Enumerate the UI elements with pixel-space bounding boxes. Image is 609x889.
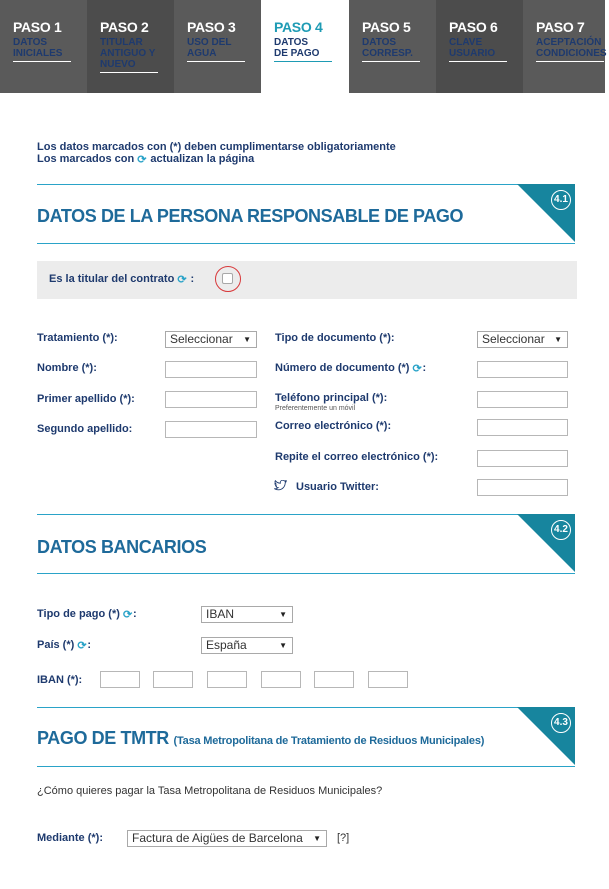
pais-text: País (*) [37,639,75,651]
step-label: TITULAR ANTIGUO Y NUEVO [100,37,158,73]
iban-label: IBAN (*): [37,674,83,686]
iban-input-3[interactable] [207,671,247,688]
steps-bar [0,0,609,93]
step-3[interactable] [174,0,261,93]
help-link[interactable]: [?] [337,832,350,844]
section-pago-tmtr [37,707,575,767]
step-4-active[interactable] [261,0,349,93]
correo-input[interactable] [477,419,568,436]
step-number: PASO 6 [449,19,498,35]
repite-correo-input[interactable] [477,450,568,467]
step-number: PASO 4 [274,19,323,35]
refresh-icon: ⟳ [177,274,187,286]
step-label: DATOS DE PAGO [274,37,332,62]
mediante-label: Mediante (*): [37,832,103,844]
mediante-value: Factura de Aigües de Barcelona [132,831,303,845]
titular-checkbox[interactable] [222,273,233,284]
notice-line-2 [37,153,396,165]
segundo-apellido-label: Segundo apellido: [37,423,133,435]
step-5[interactable] [349,0,436,93]
notice-line-2-pre: Los marcados con [37,153,135,165]
step-1[interactable] [0,0,87,93]
section-title-main: PAGO DE TMTR [37,728,169,748]
section-badge-number: 4.2 [551,520,571,540]
step-number: PASO 3 [187,19,236,35]
repite-correo-label: Repite el correo electrónico (*): [275,451,439,463]
tipo-pago-select[interactable] [201,606,293,623]
pais-label [37,639,91,651]
iban-input-1[interactable] [100,671,140,688]
refresh-icon: ⟳ [412,363,422,375]
titular-label-text: Es la titular del contrato [49,273,175,285]
iban-input-2[interactable] [153,671,193,688]
telefono-input[interactable] [477,391,568,408]
nombre-input[interactable] [165,361,257,378]
pais-suffix: : [87,639,92,651]
step-6[interactable] [436,0,523,93]
titular-label-suffix: : [190,273,195,285]
chevron-down-icon: ▼ [279,641,287,650]
pais-value: España [206,638,247,652]
step-number: PASO 1 [13,19,62,35]
chevron-down-icon: ▼ [279,610,287,619]
notice-line-2-post: actualizan la página [150,153,255,165]
nombre-label: Nombre (*): [37,362,97,374]
step-2[interactable] [87,0,174,93]
step-label: DATOS CORRESP. [362,37,420,62]
twitter-icon [274,480,287,491]
iban-input-6[interactable] [368,671,408,688]
tratamiento-select[interactable] [165,331,257,348]
section-datos-bancarios [37,514,575,574]
refresh-icon: ⟳ [137,154,147,166]
tipo-pago-value: IBAN [206,607,235,621]
tipo-documento-label: Tipo de documento (*): [275,332,395,344]
step-number: PASO 5 [362,19,411,35]
primer-apellido-label: Primer apellido (*): [37,393,135,405]
tipo-documento-value: Seleccionar [482,332,545,346]
numero-documento-label [275,362,426,374]
tipo-pago-label [37,608,137,620]
required-notice [37,141,396,165]
numero-documento-input[interactable] [477,361,568,378]
step-number: PASO 7 [536,19,585,35]
refresh-icon: ⟳ [122,609,133,621]
step-number: PASO 2 [100,19,149,35]
section-badge-number: 4.1 [551,190,571,210]
section-subtitle: (Tasa Metropolitana de Tratamiento de Residuos Municipales) [173,735,485,747]
segundo-apellido-input[interactable] [165,421,257,438]
primer-apellido-input[interactable] [165,391,257,408]
tipo-documento-select[interactable] [477,331,568,348]
step-label: ACEPTACIÓN CONDICIONES [536,37,604,62]
chevron-down-icon: ▼ [243,335,251,344]
step-label: USO DEL AGUA [187,37,245,62]
numero-documento-text: Número de documento (*) [275,362,410,374]
section-title: DATOS DE LA PERSONA RESPONSABLE DE PAGO [37,206,464,226]
correo-label: Correo electrónico (*): [275,420,392,432]
chevron-down-icon: ▼ [313,834,321,843]
tipo-pago-text: Tipo de pago (*) [37,608,120,620]
iban-input-5[interactable] [314,671,354,688]
chevron-down-icon: ▼ [554,335,562,344]
tmtr-question: ¿Cómo quieres pagar la Tasa Metropolitana de Residuos Municipales? [37,785,383,797]
step-label: DATOS INICIALES [13,37,71,62]
telefono-hint: Preferentemente un móvil [275,405,356,412]
step-label: CLAVE USUARIO [449,37,507,62]
section-title [37,728,484,749]
titular-label [49,273,194,285]
iban-input-4[interactable] [261,671,301,688]
twitter-label: Usuario Twitter: [296,481,379,493]
telefono-label: Teléfono principal (*): [275,392,388,404]
titular-row [37,261,577,299]
tratamiento-label: Tratamiento (*): [37,332,118,344]
refresh-icon: ⟳ [77,640,87,652]
numero-documento-suffix: : [422,362,427,374]
notice-line-1: Los datos marcados con (*) deben cumplimentarse obligatoriamente [37,141,396,153]
twitter-input[interactable] [477,479,568,496]
pais-select[interactable] [201,637,293,654]
tipo-pago-suffix: : [132,608,137,620]
tratamiento-value: Seleccionar [170,332,233,346]
section-title: DATOS BANCARIOS [37,537,207,557]
step-7[interactable] [523,0,605,93]
mediante-select[interactable] [127,830,327,847]
section-responsable-pago [37,184,575,244]
section-badge-number: 4.3 [551,713,571,733]
